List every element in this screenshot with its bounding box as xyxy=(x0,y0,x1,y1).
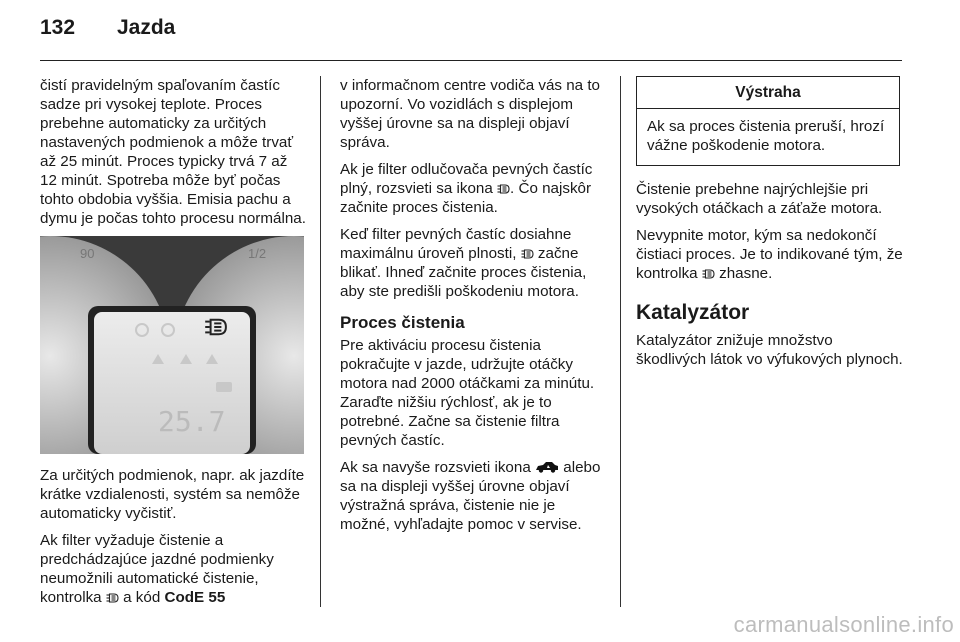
display-readout: 25.7 xyxy=(158,405,226,438)
paragraph: čistí pravidelným spaľovaním častíc sadze pri vysokej teplote. Proces prebehne automaticky za určitých nastavených podmienok a môže trvať až 25 minút. Proces typicky trvá 7 až 12 minút. Spotreba môže byť počas tohto obdobia vyššia. Emisia pachu a dymu je počas tohto procesu normálna. xyxy=(40,77,306,227)
dpf-filter-icon xyxy=(106,593,119,603)
paragraph: v informačnom centre vodiča vás na to upozorní. Vo vozidlách s displejom vyššej úrovne sa na displeji objaví správa. xyxy=(340,77,600,151)
page-number: 132 xyxy=(40,16,76,39)
warning-box xyxy=(636,76,900,166)
warning-title: Výstraha xyxy=(637,77,899,109)
paragraph: Katalyzátor znižuje množstvo škodlivých látok vo výfukových plynoch. xyxy=(636,332,903,368)
paragraph: Za určitých podmienok, napr. ak jazdíte krátke vzdialenosti, systém sa nemôže automaticky vyčistiť. xyxy=(40,467,305,522)
paragraph: Ak sa navyše rozsvieti ikona alebo sa na displeji vyššej úrovne objaví výstražná správa, čistenie nie je možné, vyhľadajte pomoc v servise. xyxy=(340,459,601,533)
section-heading: Proces čistenia xyxy=(340,313,465,332)
watermark: carmanualsonline.info xyxy=(733,612,954,637)
dashboard-photo xyxy=(40,236,304,454)
dpf-filter-icon xyxy=(521,249,534,259)
page-title: Jazda xyxy=(117,16,176,39)
paragraph: Keď filter pevných častíc dosiahne maximálnu úroveň plnosti, začne blikať. Ihneď začnite proces čistenia, aby ste predišli poškodeniu motora. xyxy=(340,226,587,300)
paragraph: Ak filter vyžaduje čistenie a predchádzajúce jazdné podmienky neumožnili automatické čistenie, kontrolka a kód CodE 55 xyxy=(40,532,274,606)
paragraph: Pre aktiváciu procesu čistenia pokračujte v jazde, udržujte otáčky motora nad 2000 otáčkami za minútu. Zaraďte nižšiu rýchlosť, ak je to potrebné. Začne sa čistenie filtra pevných častíc. xyxy=(340,337,595,449)
column-2 xyxy=(340,76,606,542)
paragraph: Čistenie prebehne najrýchlejšie pri vysokých otáčkach a záťaže motora. xyxy=(636,181,883,217)
dial-label-left: 90 xyxy=(80,246,95,261)
warning-text: Ak sa proces čistenia preruší, hrozí vážne poškodenie motora. xyxy=(647,118,885,154)
column-3 xyxy=(636,76,904,377)
dial-label-right: 1/2 xyxy=(248,246,267,261)
paragraph: Ak je filter odlučovača pevných častíc plný, rozsvieti sa ikona . Čo najskôr začnite proces čistenia. xyxy=(340,161,593,216)
error-code: CodE 55 xyxy=(164,589,226,606)
car-service-icon xyxy=(535,461,559,473)
dpf-filter-icon xyxy=(497,184,510,194)
header-rule xyxy=(40,60,902,61)
section-heading: Katalyzátor xyxy=(636,301,750,324)
paragraph: Nevypnite motor, kým sa nedokončí čistiaci proces. Je to indikované tým, že kontrolka zhasne. xyxy=(636,227,903,282)
dpf-filter-icon xyxy=(702,269,715,279)
column-divider-2 xyxy=(620,76,621,607)
column-divider-1 xyxy=(320,76,321,607)
column-1 xyxy=(40,76,308,615)
